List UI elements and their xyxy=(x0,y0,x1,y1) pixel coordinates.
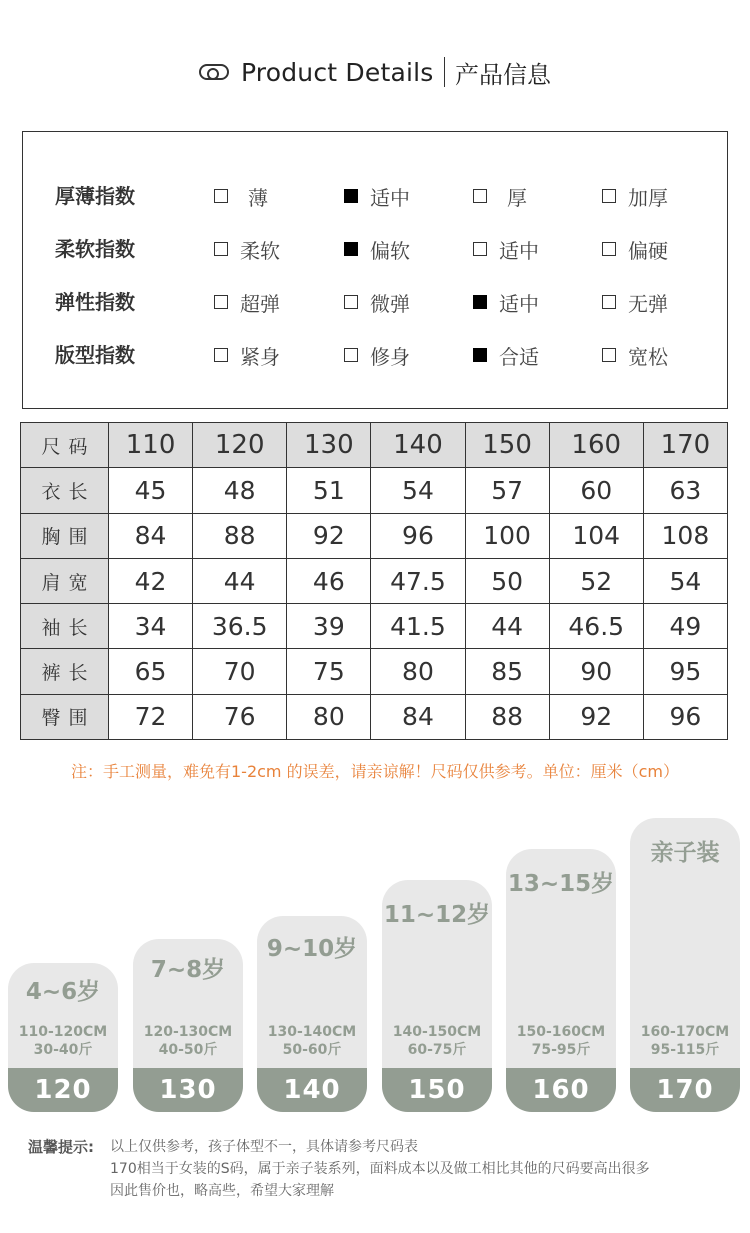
age-label: 亲子装 xyxy=(650,840,720,866)
table-cell: 70 xyxy=(193,649,287,694)
checkbox-icon xyxy=(214,348,228,362)
size-header: 110 xyxy=(109,423,193,468)
row-label: 裤长 xyxy=(21,649,109,694)
table-row xyxy=(21,558,728,603)
index-row-fit xyxy=(23,340,727,370)
age-label: 11~12岁 xyxy=(383,902,491,928)
table-cell: 88 xyxy=(465,694,549,739)
index-option: 适中 xyxy=(344,181,410,211)
header-title-cn: 产品信息 xyxy=(455,60,552,89)
index-label: 弹性指数 xyxy=(55,290,135,314)
size-header: 130 xyxy=(287,423,371,468)
table-cell: 100 xyxy=(465,513,549,558)
age-card xyxy=(133,939,243,1112)
index-row-elasticity xyxy=(23,287,727,317)
table-cell: 96 xyxy=(371,513,465,558)
checkbox-icon xyxy=(602,295,616,309)
table-cell: 84 xyxy=(371,694,465,739)
index-option: 宽松 xyxy=(602,340,668,370)
header-title-en: Product Details xyxy=(240,57,434,87)
index-option: 薄 xyxy=(214,181,268,211)
size-badge: 170 xyxy=(630,1068,740,1112)
size-badge: 130 xyxy=(133,1068,243,1112)
tips-text xyxy=(110,1136,730,1202)
size-badge: 160 xyxy=(506,1068,616,1112)
tips-line: 以上仅供参考，孩子体型不一，具体请参考尺码表 xyxy=(110,1139,418,1155)
index-label: 版型指数 xyxy=(55,343,135,367)
table-cell: 95 xyxy=(643,649,727,694)
toggle-pill-icon xyxy=(199,64,229,80)
checkbox-icon xyxy=(473,242,487,256)
checkbox-icon xyxy=(473,189,487,203)
checkbox-icon xyxy=(214,295,228,309)
index-option: 微弹 xyxy=(344,287,410,317)
table-cell: 65 xyxy=(109,649,193,694)
index-label: 柔软指数 xyxy=(55,237,135,261)
table-cell: 47.5 xyxy=(371,558,465,603)
table-cell: 88 xyxy=(193,513,287,558)
table-cell: 50 xyxy=(465,558,549,603)
age-card xyxy=(8,963,118,1112)
table-cell: 104 xyxy=(549,513,643,558)
index-option: 柔软 xyxy=(214,234,280,264)
index-option: 偏软 xyxy=(344,234,410,264)
age-label: 13~15岁 xyxy=(507,871,615,897)
row-label: 胸围 xyxy=(21,513,109,558)
table-cell: 36.5 xyxy=(193,604,287,649)
table-cell: 49 xyxy=(643,604,727,649)
checkbox-icon xyxy=(344,295,358,309)
measurement-note: 注：手工测量，难免有1-2cm 的误差，请亲谅解！尺码仅供参考。单位：厘米（cm） xyxy=(71,762,679,781)
table-cell: 44 xyxy=(193,558,287,603)
index-option: 修身 xyxy=(344,340,410,370)
table-cell: 72 xyxy=(109,694,193,739)
table-row xyxy=(21,513,728,558)
table-cell: 54 xyxy=(643,558,727,603)
table-cell: 48 xyxy=(193,468,287,513)
table-cell: 108 xyxy=(643,513,727,558)
tips-line: 170相当于女装的S码，属于亲子装系列，面料成本以及做工相比其他的尺码要高出很多 xyxy=(110,1161,650,1177)
row-label: 肩宽 xyxy=(21,558,109,603)
table-cell: 45 xyxy=(109,468,193,513)
table-cell: 63 xyxy=(643,468,727,513)
index-row-thickness xyxy=(23,181,727,211)
index-option: 无弹 xyxy=(602,287,668,317)
row-label: 衣长 xyxy=(21,468,109,513)
table-cell: 39 xyxy=(287,604,371,649)
row-label: 袖长 xyxy=(21,604,109,649)
table-cell: 34 xyxy=(109,604,193,649)
index-option: 偏硬 xyxy=(602,234,668,264)
size-header: 120 xyxy=(193,423,287,468)
table-cell: 80 xyxy=(287,694,371,739)
height-weight-range: 130-140CM 50-60斤 xyxy=(267,1024,357,1058)
size-header: 160 xyxy=(549,423,643,468)
table-cell: 75 xyxy=(287,649,371,694)
size-header: 150 xyxy=(465,423,549,468)
size-header: 140 xyxy=(371,423,465,468)
checkbox-icon xyxy=(602,348,616,362)
size-chart-table xyxy=(20,422,728,740)
table-cell: 42 xyxy=(109,558,193,603)
tips-line: 因此售价也，略高些，希望大家理解 xyxy=(110,1183,334,1199)
height-weight-range: 140-150CM 60-75斤 xyxy=(392,1024,482,1058)
index-option: 适中 xyxy=(473,234,539,264)
table-cell: 44 xyxy=(465,604,549,649)
index-option: 紧身 xyxy=(214,340,280,370)
age-card xyxy=(506,849,616,1112)
row-label: 臀围 xyxy=(21,694,109,739)
height-weight-range: 120-130CM 40-50斤 xyxy=(143,1024,233,1058)
size-badge: 120 xyxy=(8,1068,118,1112)
height-weight-range: 110-120CM 30-40斤 xyxy=(18,1024,108,1058)
height-weight-range: 160-170CM 95-115斤 xyxy=(640,1024,730,1058)
table-cell: 92 xyxy=(549,694,643,739)
age-card xyxy=(630,818,740,1112)
age-card xyxy=(382,880,492,1112)
index-option: 加厚 xyxy=(602,181,668,211)
table-cell: 85 xyxy=(465,649,549,694)
table-cell: 96 xyxy=(643,694,727,739)
checkbox-icon xyxy=(602,242,616,256)
table-cell: 46 xyxy=(287,558,371,603)
index-label: 厚薄指数 xyxy=(55,184,135,208)
table-row xyxy=(21,694,728,739)
table-cell: 60 xyxy=(549,468,643,513)
table-cell: 80 xyxy=(371,649,465,694)
size-header: 170 xyxy=(643,423,727,468)
age-label: 9~10岁 xyxy=(266,936,358,962)
table-cell: 57 xyxy=(465,468,549,513)
index-option: 适中 xyxy=(473,287,539,317)
index-row-softness xyxy=(23,234,727,264)
size-badge: 150 xyxy=(382,1068,492,1112)
table-cell: 84 xyxy=(109,513,193,558)
table-header-row xyxy=(21,423,728,468)
table-cell: 51 xyxy=(287,468,371,513)
table-cell: 54 xyxy=(371,468,465,513)
table-cell: 41.5 xyxy=(371,604,465,649)
table-cell: 76 xyxy=(193,694,287,739)
checkbox-checked-icon xyxy=(473,295,487,309)
checkbox-icon xyxy=(344,348,358,362)
age-label: 4~6岁 xyxy=(25,979,101,1005)
table-cell: 46.5 xyxy=(549,604,643,649)
index-option: 超弹 xyxy=(214,287,280,317)
index-option: 合适 xyxy=(473,340,539,370)
index-option: 厚 xyxy=(473,181,527,211)
checkbox-icon xyxy=(602,189,616,203)
table-cell: 52 xyxy=(549,558,643,603)
table-row xyxy=(21,649,728,694)
fabric-index-panel xyxy=(22,131,728,409)
checkbox-checked-icon xyxy=(344,189,358,203)
table-row xyxy=(21,468,728,513)
table-row xyxy=(21,604,728,649)
checkbox-icon xyxy=(214,189,228,203)
product-details-header xyxy=(0,52,750,92)
checkbox-checked-icon xyxy=(344,242,358,256)
header-divider xyxy=(444,57,446,87)
age-label: 7~8岁 xyxy=(150,957,226,983)
table-cell: 90 xyxy=(549,649,643,694)
table-cell: 92 xyxy=(287,513,371,558)
size-badge: 140 xyxy=(257,1068,367,1112)
checkbox-icon xyxy=(214,242,228,256)
checkbox-checked-icon xyxy=(473,348,487,362)
table-corner-label: 尺码 xyxy=(21,423,109,468)
age-card xyxy=(257,916,367,1112)
tips-label: 温馨提示: xyxy=(28,1138,94,1156)
height-weight-range: 150-160CM 75-95斤 xyxy=(516,1024,606,1058)
